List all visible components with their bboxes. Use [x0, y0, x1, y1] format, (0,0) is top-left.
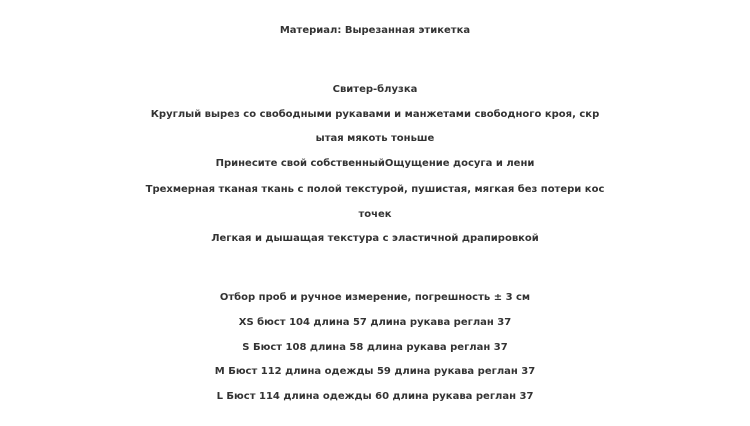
feature-texture-line: Легкая и дышащая текстура с эластичной драпировкой: [211, 233, 539, 244]
feature-neckline-line-1: Круглый вырез со свободными рукавами и манжетами свободного кроя, скр: [150, 109, 600, 120]
size-row-s: S Бюст 108 длина 58 длина рукава реглан 37: [242, 342, 508, 353]
product-type-title: Свитер-блузка: [332, 84, 418, 95]
material-line: Материал: Вырезанная этикетка: [279, 25, 471, 36]
feature-fabric-line-2: точек: [358, 209, 392, 220]
feature-neckline-line-2: ытая мякоть тоньше: [315, 133, 435, 144]
feature-fabric-line-1: Трехмерная тканая ткань с полой текстурой, пушистая, мягкая без потери кос: [145, 184, 605, 195]
size-row-m: M Бюст 112 длина одежды 59 длина рукава реглан 37: [214, 366, 536, 377]
feature-leisure-line: Принесите свой собственныйОщущение досуга и лени: [215, 158, 535, 169]
size-row-xs: XS бюст 104 длина 57 длина рукава реглан 37: [238, 317, 512, 328]
size-row-l: L Бюст 114 длина одежды 60 длина рукава реглан 37: [216, 391, 534, 402]
measurement-note: Отбор проб и ручное измерение, погрешность ± 3 см: [219, 292, 531, 303]
